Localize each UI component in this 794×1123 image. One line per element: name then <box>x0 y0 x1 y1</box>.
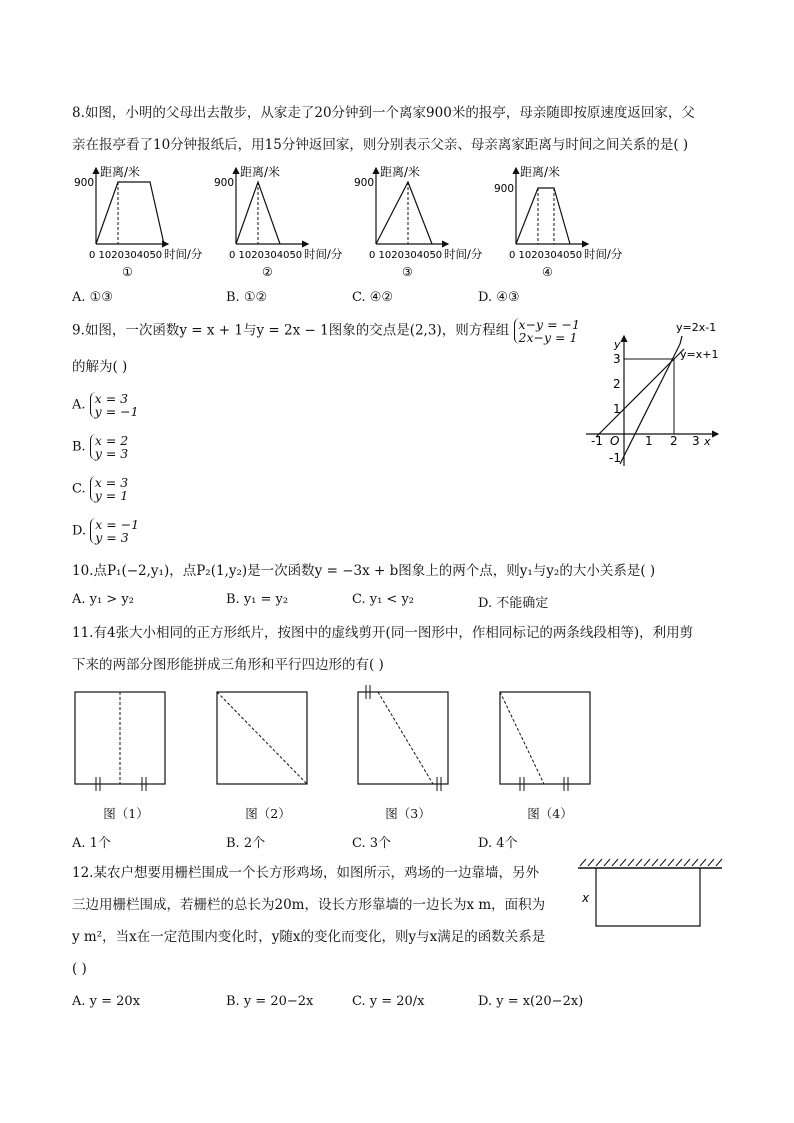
q9-option-b-l2: y = 3 <box>94 446 129 461</box>
q9-ytick-3: 3 <box>613 352 621 366</box>
q8-stem <box>72 102 732 156</box>
q8-ylabel-2: 距离/米 <box>240 165 281 179</box>
q9-line-b-label: y=x+1 <box>680 348 719 361</box>
q9-option-a-l1: x = 3 <box>94 391 129 406</box>
q9-option-b-l1: x = 2 <box>94 433 129 448</box>
q10-option-b[interactable]: B. y₁ = y₂ <box>226 592 289 607</box>
q9-option-a-l2: y = −1 <box>94 404 139 419</box>
q9-ytick-neg1: -1 <box>609 451 621 465</box>
q8-line1: 8.如图，小明的父母出去散步，从家走了20分钟到一个离家900米的报亭，母亲随即按原速度返回家，父 <box>72 105 695 121</box>
q12-option-b[interactable]: B. y = 20−2x <box>226 994 314 1009</box>
q12-line4: ( ) <box>72 961 87 977</box>
q9-system <box>514 318 580 344</box>
q8-option-d[interactable]: D. ④③ <box>478 290 520 305</box>
q11-caption-2: 图（2） <box>245 806 291 821</box>
q8-ylabel-3: 距离/米 <box>380 165 421 179</box>
q9-xtick-1: 1 <box>645 434 653 448</box>
q11-option-a[interactable]: A. 1个 <box>72 836 111 851</box>
q8-graph-3 <box>354 164 483 279</box>
q11-option-c[interactable]: C. 3个 <box>352 836 392 851</box>
q8-900-4: 900 <box>494 183 515 195</box>
q8-xlabel-2: 时间/分 <box>304 247 343 261</box>
q9-option-b-label: B. <box>72 439 86 455</box>
q8-xticks-2: 0 1020304050 <box>229 250 303 261</box>
q11-line2: 下来的两部分图形能拼成三角形和平行四边形的有( ) <box>72 657 384 673</box>
q8-graph-1 <box>74 164 203 279</box>
q11-caption-3: 图（3） <box>385 806 431 821</box>
q12-stem <box>72 862 572 980</box>
q9-option-c-l2: y = 1 <box>94 488 129 503</box>
q9-option-d-label: D. <box>72 523 87 539</box>
q11-caption-1: 图（1） <box>103 806 149 821</box>
q8-xlabel-3: 时间/分 <box>444 247 483 261</box>
q11-caption-4: 图（4） <box>527 806 573 821</box>
q9-option-b[interactable] <box>72 434 128 460</box>
q12-option-c[interactable]: C. y = 20/x <box>352 994 425 1009</box>
q10-option-c[interactable]: C. y₁ < y₂ <box>352 592 415 607</box>
q9-text-a: 9.如图，一次函数y = x + 1与y = 2x − 1图象的交点是(2,3)，则方程组 <box>72 322 510 339</box>
q11-stem <box>72 622 752 676</box>
q11-figure-2 <box>217 692 307 784</box>
q12-option-a[interactable]: A. y = 20x <box>72 994 141 1009</box>
q12-line3: y m²，当x在一定范围内变化时，y随x的变化而变化，则y与x满足的函数关系是 <box>72 929 546 945</box>
q11-figure-4 <box>500 692 590 791</box>
q9-origin: O <box>610 434 620 448</box>
q8-ylabel-1: 距离/米 <box>100 165 141 179</box>
q9-xtick-neg1: -1 <box>591 434 603 448</box>
q12-line2: 三边用栅栏围成，若栅栏的总长为20m，设长方形靠墙的一边长为x m，面积为 <box>72 897 546 913</box>
q9-option-d-l1: x = −1 <box>95 517 140 532</box>
q8-900-3: 900 <box>354 177 375 189</box>
q9-xtick-3: 3 <box>692 434 700 448</box>
q8-graph-2 <box>214 164 343 279</box>
q8-option-c[interactable]: C. ④② <box>352 290 394 305</box>
q8-graphs <box>72 162 642 286</box>
q9-option-d-l2: y = 3 <box>95 530 129 545</box>
q8-label-2: ② <box>262 265 273 279</box>
q11-figure-1 <box>75 692 165 791</box>
q8-900-1: 900 <box>74 177 95 189</box>
q8-label-1: ① <box>122 265 133 279</box>
q9-option-a[interactable] <box>72 392 139 418</box>
q11-figures <box>70 684 600 794</box>
q9-line-a-label: y=2x-1 <box>676 321 717 334</box>
q9-xtick-2: 2 <box>670 434 678 448</box>
q8-xticks-1: 0 1020304050 <box>89 250 163 261</box>
q12-x-label: x <box>582 891 590 905</box>
q10-stem: 10.点P₁(−2,y₁)，点P₂(1,y₂)是一次函数y = −3x + b图象上的两个点，则y₁与y₂的大小关系是( ) <box>72 563 656 579</box>
q9-graph <box>582 318 732 468</box>
q12-figure <box>574 854 726 938</box>
q9-option-c-l1: x = 3 <box>94 475 129 490</box>
q9-option-c-label: C. <box>72 481 86 497</box>
q10-option-d[interactable]: D. 不能确定 <box>478 596 549 611</box>
q9-text-b: 的解为( ) <box>72 359 128 375</box>
q9-ytick-1: 1 <box>613 402 621 416</box>
q8-xlabel-1: 时间/分 <box>164 247 203 261</box>
q8-label-3: ③ <box>402 265 413 279</box>
q8-xticks-3: 0 1020304050 <box>369 250 443 261</box>
q12-line1: 12.某农户想要用栅栏围成一个长方形鸡场，如图所示，鸡场的一边靠墙，另外 <box>72 865 539 881</box>
q10-option-a[interactable]: A. y₁ > y₂ <box>72 592 134 607</box>
q8-graph-4 <box>494 164 623 279</box>
q9-sys-2: 2x−y = 1 <box>518 330 578 345</box>
q8-option-a[interactable]: A. ①③ <box>72 290 113 305</box>
q9-option-c[interactable] <box>72 476 128 502</box>
q12-option-d[interactable]: D. y = x(20−2x) <box>478 994 584 1009</box>
q8-label-4: ④ <box>542 265 553 279</box>
q9-y-axis: y <box>614 338 621 351</box>
q9-stem <box>72 317 580 378</box>
q9-x-axis: x <box>704 435 711 448</box>
q8-line2: 亲在报亭看了10分钟报纸后，用15分钟返回家，则分别表示父亲、母亲离家距离与时间之间关系的是( ) <box>72 137 689 153</box>
q8-900-2: 900 <box>214 177 235 189</box>
q8-xticks-4: 0 1020304050 <box>509 250 583 261</box>
q8-xlabel-4: 时间/分 <box>584 247 623 261</box>
q8-option-b[interactable]: B. ①② <box>226 290 268 305</box>
q9-option-d[interactable] <box>72 518 139 544</box>
q9-sys-1: x−y = −1 <box>518 317 580 332</box>
q11-line1: 11.有4张大小相同的正方形纸片，按图中的虚线剪开(同一图形中，作相同标记的两条线段相等)，利用剪 <box>72 625 694 641</box>
q11-option-d[interactable]: D. 4个 <box>478 836 518 851</box>
q8-ylabel-4: 距离/米 <box>520 165 561 179</box>
q9-option-a-label: A. <box>72 397 86 413</box>
q9-ytick-2: 2 <box>613 377 621 391</box>
q11-option-b[interactable]: B. 2个 <box>226 836 266 851</box>
q11-figure-3 <box>358 685 448 791</box>
